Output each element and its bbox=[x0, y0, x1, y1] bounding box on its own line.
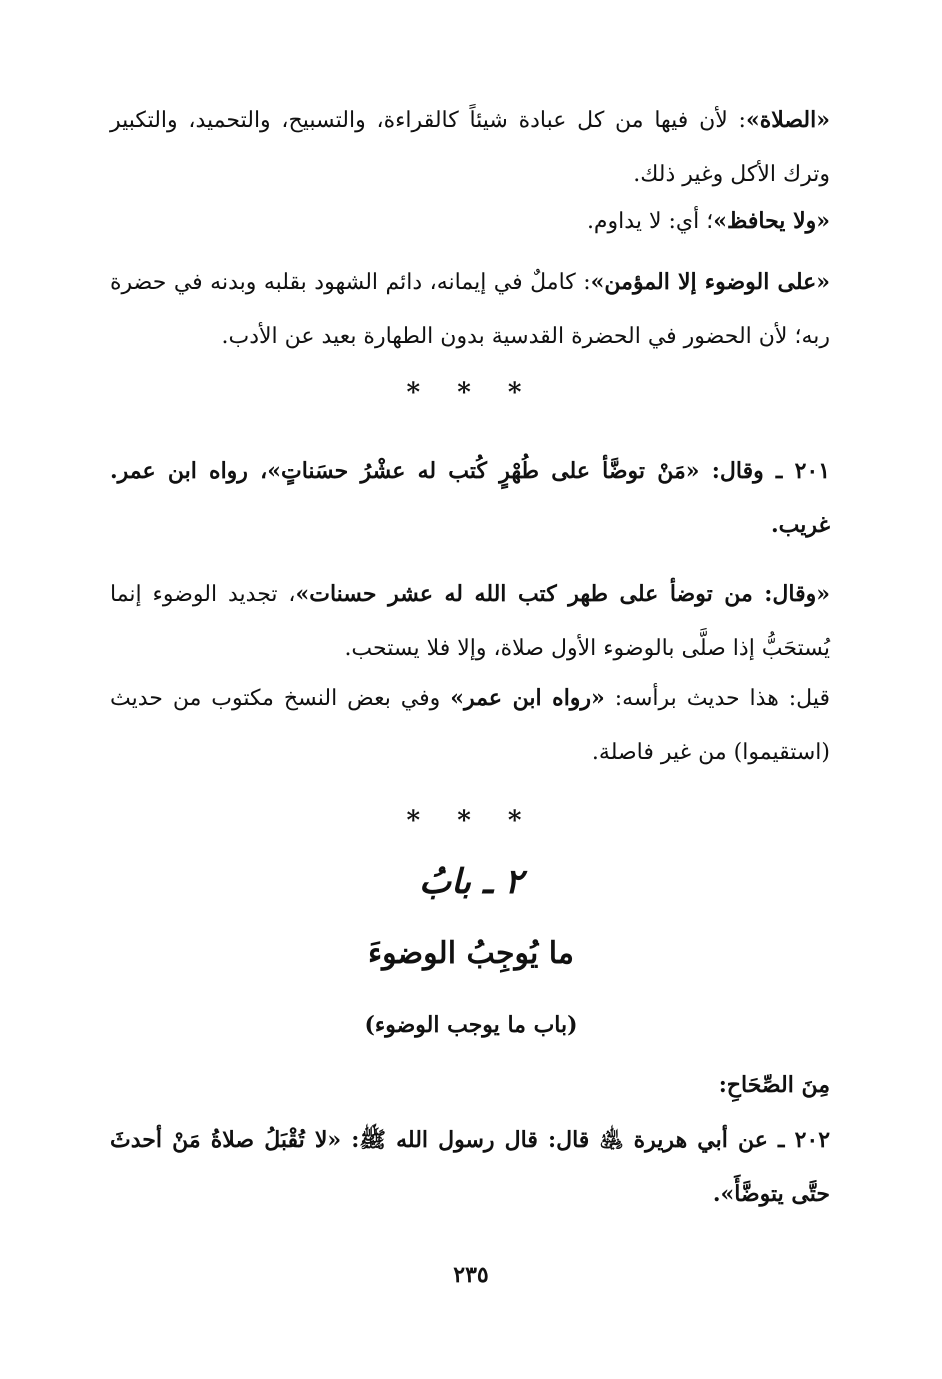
paragraph-hadith-202 bbox=[110, 1113, 830, 1221]
text-ala-wudu: : كاملٌ في إيمانه، دائم الشهود بقلبه وبدنه في حضرة ربه؛ لأن الحضور في الحضرة القدسية بدون الطهارة بعيد عن الأدب. bbox=[110, 270, 830, 349]
paragraph-ala-wudu bbox=[110, 255, 830, 364]
quote-qila: «رواه ابن عمر» bbox=[450, 685, 605, 711]
chapter-subtitle: (باب ما يوجب الوضوء) bbox=[364, 1012, 578, 1038]
hadith-201-quote: «مَنْ توضَّأ على طُهْرٍ كُتب له عشْرُ حسَناتٍ» bbox=[267, 458, 700, 484]
chapter-number: ٢ ـ بابُ bbox=[419, 862, 523, 902]
hadith-202-rest: . bbox=[712, 1181, 721, 1207]
page-number: ٢٣٥ bbox=[453, 1262, 489, 1288]
separator-stars-1: * * * bbox=[406, 378, 536, 408]
paragraph-qila bbox=[110, 671, 830, 780]
hadith-201-rest: ، رواه ابن عمر. غريب. bbox=[110, 458, 830, 538]
text-la-yuhafidh: ؛ أي: لا يداوم. bbox=[586, 209, 714, 234]
chapter-title: ما يُوجِبُ الوضوءَ bbox=[367, 936, 574, 971]
hadith-201-lead: ٢٠١ ـ وقال: bbox=[699, 458, 831, 484]
section-heading-sihah bbox=[110, 1058, 830, 1112]
hadith-202-quote: «لا تُقْبَلُ صلاةُ مَنْ أحدثَ حتَّى يتوضَّأَ» bbox=[110, 1127, 830, 1207]
quote-la-yuhafidh: «ولا يحافظ» bbox=[713, 208, 830, 234]
min-alsihah-text: مِنَ الصِّحَاحِ: bbox=[718, 1072, 830, 1098]
quote-salat: «الصلاة» bbox=[745, 107, 830, 133]
text-salat: : لأن فيها من كل عبادة شيئاً كالقراءة، والتسبيح، والتحميد، والتكبير وترك الأكل وغير ذلك. bbox=[110, 108, 830, 187]
qila-lead: قيل: هذا حديث برأسه: bbox=[604, 686, 830, 711]
quote-ala-wudu: «على الوضوء إلا المؤمن» bbox=[590, 269, 830, 295]
separator-stars-2: * * * bbox=[406, 806, 536, 836]
paragraph-hadith-201 bbox=[110, 444, 830, 552]
paragraph-la-yuhafidh bbox=[110, 194, 830, 249]
text-qila: وفي بعض النسخ مكتوب من حديث (استقيموا) من غير فاصلة. bbox=[110, 686, 830, 765]
quote-waqal: «وقال: من توضأ على طهر كتب الله له عشر حسنات» bbox=[295, 581, 830, 607]
paragraph-waqal bbox=[110, 567, 830, 676]
hadith-202-lead: ٢٠٢ ـ عن أبي هريرة ﵁ قال: قال رسول الله ﷺ: bbox=[341, 1127, 831, 1153]
paragraph-salat bbox=[110, 93, 830, 202]
text-waqal: ، تجديد الوضوء إنما يُستحَبُّ إذا صلَّى بالوضوء الأول صلاة، وإلا فلا يستحب. bbox=[110, 582, 830, 661]
